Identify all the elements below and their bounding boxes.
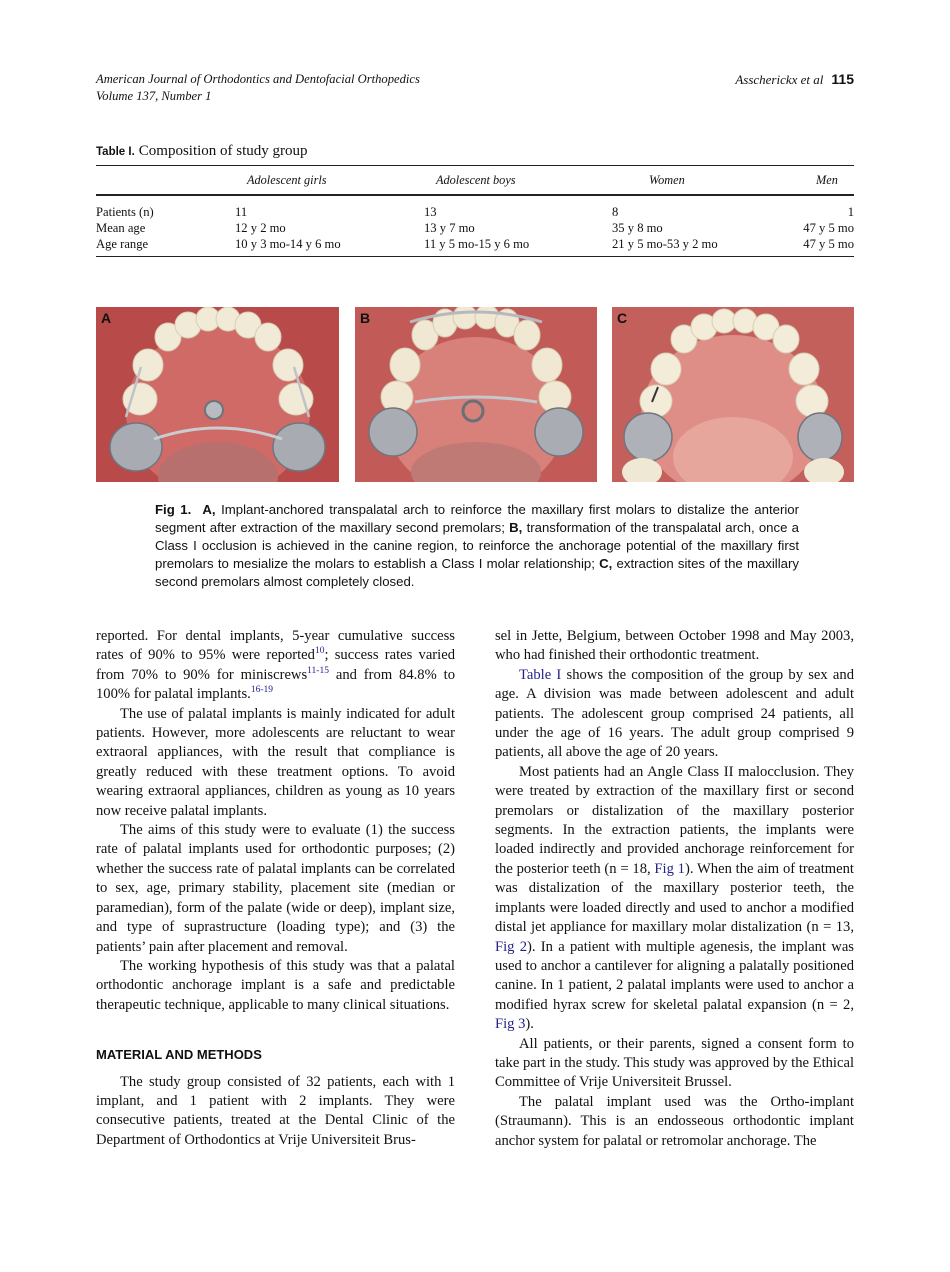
table-cell: 13 <box>424 205 437 219</box>
citation-link[interactable]: 11-15 <box>307 665 329 676</box>
caption-b-label: B, <box>509 520 523 535</box>
paragraph: The working hypothesis of this study was that a palatal orthodontic anchorage implant is a safe and predictable therapeutic technique, applicable to many clinical situations. <box>96 957 455 1013</box>
paragraph: reported. For dental implants, 5-year cumulative success rates of 90% to 95% were reported$^{10}$; success rates varied from 70% to 90% for miniscrews$^{11-15}$ and from 84.8% to 100% for palatal implants.$^{16-19}$ <box>96 628 455 703</box>
running-header <box>96 71 854 105</box>
palate-photo-a <box>96 307 339 482</box>
table-cell: 11 y 5 mo-15 y 6 mo <box>424 237 530 251</box>
page-number: 115 <box>831 71 854 87</box>
table-link[interactable]: Table I <box>519 666 562 683</box>
paragraph: Table I shows the composition of the group by sex and age. A division was made between adolescent and adult patients. The adolescent group comprised 24 patients, all under the age of 16 years. The adult group comprised 9 patients, all above the age of 20 years. <box>495 666 854 761</box>
column-header: Adolescent boys <box>436 173 516 187</box>
caption-c-label: C, <box>599 556 613 571</box>
caption-a-text: Implant-anchored transpalatal arch to reinforce the maxillary first molars to distalize the anterior segment after extraction of the maxillary second premolars; <box>155 502 800 535</box>
table-cell: 8 <box>612 205 619 219</box>
figure-panel-a <box>96 307 339 482</box>
table-cell: 1 <box>847 205 854 219</box>
journal-volume: Volume 137, Number 1 <box>96 89 212 103</box>
table-header-row <box>96 166 854 196</box>
figure-link[interactable]: Fig 3 <box>495 1016 526 1033</box>
column-header: Women <box>649 173 685 187</box>
column-header: Men <box>816 173 838 187</box>
table-title <box>96 143 308 160</box>
table-cell: 47 y 5 mo <box>803 221 854 235</box>
paragraph: Most patients had an Angle Class II malocclusion. They were treated by extraction of the maxillary first or second premolars or distalization of the maxillary posterior segments. In the extraction patients, the implants were loaded indirectly and provided anchorage reinforcement for the posterior teeth (n = 18, Fig 1). When the aim of treatment was distalization of the maxillary posterior teeth, the implants were loaded directly and used to anchor a modified distal jet appliance for maxillary molar distalization (n = 13, Fig 2). In a patient with multiple agenesis, the implant was used to anchor a cantilever for aligning a palatally positioned canine. In 1 patient, 2 palatal implants were used to anchor a modified hyrax screw for skeletal palatal expansion (n = 2, Fig 3). <box>495 763 854 1033</box>
caption-a-label: A, <box>202 502 216 517</box>
caption-label: Fig 1. <box>155 502 192 517</box>
study-group-table <box>96 165 854 257</box>
paragraph: All patients, or their parents, signed a consent form to take part in the study. This study was approved by the Ethical Committee of Vrije Universiteit Brussel. <box>495 1035 854 1091</box>
citation-link[interactable]: 10 <box>314 646 325 657</box>
table-cell: 11 <box>235 205 248 219</box>
paragraph: The palatal implant used was the Ortho-implant (Straumann). This is an endosseous orthodontic implant anchor system for palatal or retromolar anchorage. The <box>495 1093 854 1149</box>
figure-link[interactable]: Fig 2 <box>495 938 528 955</box>
table-cell: 21 y 5 mo-53 y 2 mo <box>612 237 718 251</box>
table-cell: 10 y 3 mo-14 y 6 mo <box>235 237 341 251</box>
panel-letter: A <box>101 310 112 326</box>
row-label: Patients (n) <box>96 205 154 219</box>
table-label: Table I. <box>96 146 135 158</box>
panel-letter: B <box>360 310 371 326</box>
column-header: Adolescent girls <box>247 173 327 187</box>
section-heading: MATERIAL AND METHODS <box>96 1047 262 1063</box>
panel-letter: C <box>617 310 628 326</box>
table-row <box>96 237 854 253</box>
caption-c-text: extraction sites of the maxillary second premolars almost completely closed. <box>155 556 799 589</box>
table-cell: 13 y 7 mo <box>424 221 475 235</box>
caption-b-text: transformation of the transpalatal arch, once a Class I occlusion is achieved in the canine region, to reinforce the anchorage potential of the maxillary first premolars to mesialize the molars to establish a Class I molar relationship; <box>155 520 799 571</box>
author-line: Asscherickx et al <box>735 72 824 87</box>
row-label: Age range <box>96 237 149 251</box>
figure-panel-c <box>612 307 854 482</box>
header-right <box>735 71 854 88</box>
table-row <box>96 221 854 237</box>
palate-photo-c <box>612 307 854 482</box>
left-column <box>96 627 455 1150</box>
journal-title: American Journal of Orthodontics and Dentofacial Orthopedics <box>96 72 420 86</box>
figure-caption <box>155 501 799 591</box>
table-cell: 35 y 8 mo <box>612 221 663 235</box>
figure-panel-b <box>355 307 597 482</box>
table-caption: Composition of study group <box>138 143 308 159</box>
paragraph: The study group consisted of 32 patients, each with 1 implant, and 1 patient with 2 implants. They were consecutive patients, treated at the Dental Clinic of the Department of Orthodontics at Vrije Universiteit Brus- <box>96 1073 455 1148</box>
right-column <box>495 627 854 1151</box>
table-cell: 12 y 2 mo <box>235 221 286 235</box>
table-cell: 47 y 5 mo <box>803 237 854 251</box>
palate-photo-b <box>355 307 597 482</box>
row-label: Mean age <box>96 221 146 235</box>
figure-link[interactable]: Fig 1 <box>654 860 685 877</box>
table-row <box>96 205 854 221</box>
paragraph: sel in Jette, Belgium, between October 1998 and May 2003, who had finished their orthodontic treatment. <box>495 628 854 664</box>
paragraph: The use of palatal implants is mainly indicated for adult patients. However, more adolescents are reluctant to wear extraoral appliances, with the result that compliance is greatly reduced with these treatment options. To avoid wearing extraoral appliances, children as young as 10 years now receive palatal implants. <box>96 705 455 819</box>
citation-link[interactable]: 16-19 <box>250 685 273 696</box>
paragraph: The aims of this study were to evaluate (1) the success rate of palatal implants used for orthodontic purposes; (2) whether the success rate of palatal implants can be correlated to sex, age, primary stability, placement site (median or paramedian), form of the palate (wide or deep), implant size, and type of suprastructure (loading type); and (3) the patients’ pain after placement and removal. <box>96 822 455 955</box>
